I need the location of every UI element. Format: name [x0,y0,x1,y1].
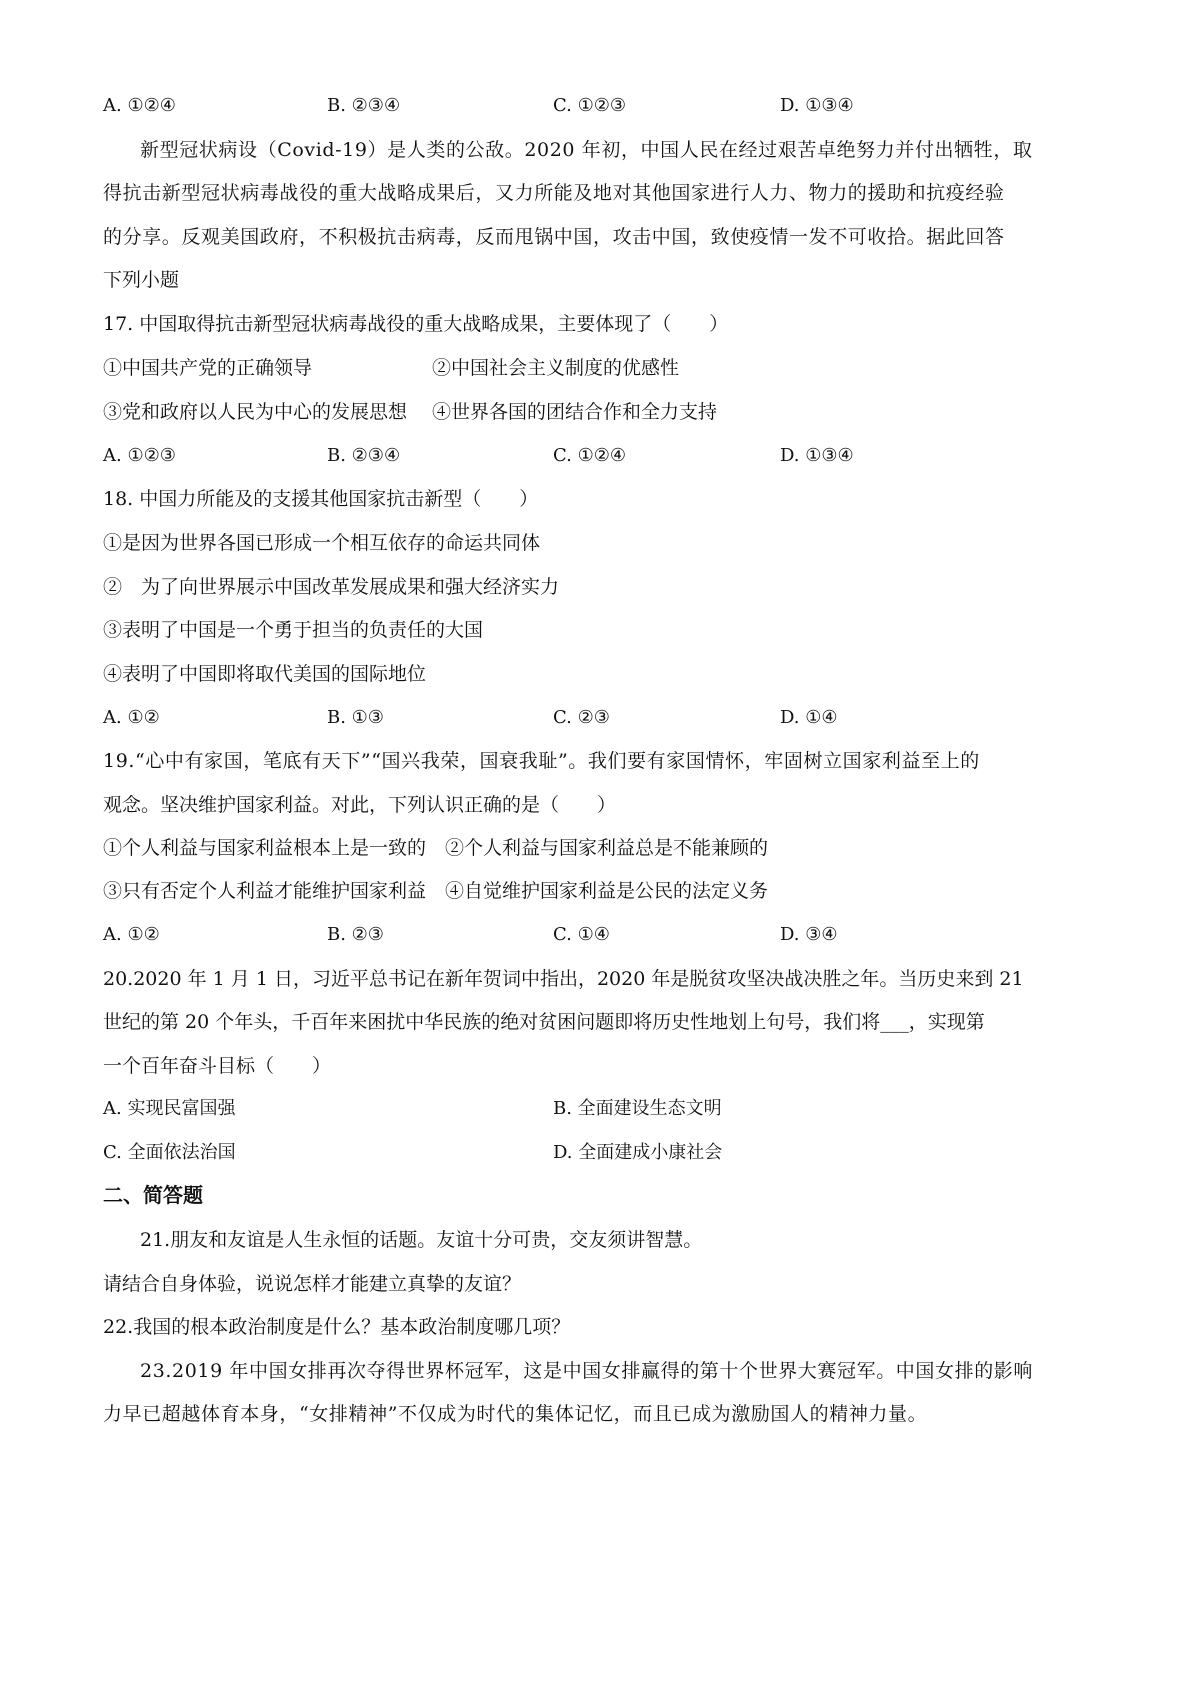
q20-stem: 20.2020 年 1 月 1 日，习近平总书记在新年贺词中指出，2020 年是脱贫攻坚决战决胜之年。当历史来到 21 [103,968,1024,990]
option-b: B. 全面建设生态文明 [553,1098,722,1119]
option-a: A. ①② [103,924,160,945]
option-d: D. ①④ [780,707,838,728]
q16-options [103,92,1023,120]
option-a: A. 实现民富国强 [103,1098,236,1119]
option-d: D. ①③④ [780,445,854,466]
section-heading: 二、简答题 [103,1183,203,1207]
option-b: B. ②③④ [327,445,401,466]
q18-options [103,704,1023,732]
q19-item: ③只有否定个人利益才能维护国家利益 ④自觉维护国家利益是公民的法定义务 [103,880,769,902]
option-d: D. ③④ [780,924,838,945]
option-c: C. 全面依法治国 [103,1142,236,1163]
q19-item: ①个人利益与国家利益根本上是一致的 ②个人利益与国家利益总是不能兼顾的 [103,837,769,859]
q17-stem: 17. 中国取得抗击新型冠状病毒战役的重大战略成果，主要体现了（ ） [103,313,729,335]
option-d: D. ①③④ [780,95,854,116]
option-c: C. ①②③ [553,95,626,116]
q20-stem: 一个百年奋斗目标（ ） [103,1055,332,1077]
option-c: C. ①④ [553,924,610,945]
q23-stem: 力早已超越体育本身，“女排精神”不仅成为时代的集体记忆，而且已成为激励国人的精神力量。 [103,1403,928,1425]
q18-item: ④表明了中国即将取代美国的国际地位 [103,663,427,685]
option-d: D. 全面建成小康社会 [553,1142,723,1163]
q20-options [103,1095,1023,1123]
option-a: A. ①②④ [103,95,176,116]
q23-stem: 23.2019 年中国女排再次夺得世界杯冠军，这是中国女排赢得的第十个世界大赛冠军。中国女排的影响 [140,1360,1034,1382]
option-b: B. ①③ [327,707,384,728]
q17-options [103,442,1023,470]
option-a: A. ①②③ [103,445,176,466]
passage-line: 新型冠状病设（Covid-19）是人类的公敌。2020 年初，中国人民在经过艰苦卓绝努力并付出牺牲，取 [140,139,1033,161]
passage-line: 下列小题 [103,269,180,291]
passage-line: 得抗击新型冠状病毒战役的重大战略成果后，又力所能及地对其他国家进行人力、物力的援助和抗疫经验 [103,182,1005,204]
q18-item: ③表明了中国是一个勇于担当的负责任的大国 [103,619,484,641]
passage-line: 的分享。反观美国政府，不积极抗击病毒，反而甩锅中国，攻击中国，致使疫情一发不可收拾。据此回答 [103,226,1005,248]
option-c: C. ①②④ [553,445,626,466]
q18-stem: 18. 中国力所能及的支援其他国家抗击新型（ ） [103,488,539,510]
q17-item: ②中国社会主义制度的优感性 [432,357,680,379]
option-b: B. ②③④ [327,95,401,116]
q18-item: ①是因为世界各国已形成一个相互依存的命运共同体 [103,532,541,554]
q17-item: ③党和政府以人民为中心的发展思想 [103,401,408,423]
q21-stem: 21.朋友和友谊是人生永恒的话题。友谊十分可贵，交友须讲智慧。 [140,1229,703,1251]
q22-stem: 22.我国的根本政治制度是什么？基本政治制度哪几项？ [103,1316,571,1338]
q17-item: ①中国共产党的正确领导 [103,357,313,379]
q19-stem: 观念。坚决维护国家利益。对此，下列认识正确的是（ ） [103,794,617,816]
q19-stem: 19.“心中有家国，笔底有天下”“国兴我荣，国衰我耻”。我们要有家国情怀，牢固树立国家利益至上的 [103,750,980,772]
option-c: C. ②③ [553,707,610,728]
q17-item: ④世界各国的团结合作和全力支持 [432,401,718,423]
q20-options [103,1139,1023,1167]
q20-stem: 世纪的第 20 个年头，千百年来困扰中华民族的绝对贫困问题即将历史性地划上句号，我们将___，实现第 [103,1011,985,1033]
option-b: B. ②③ [327,924,384,945]
q18-item: ② 为了向世界展示中国改革发展成果和强大经济实力 [103,576,560,598]
q21-stem: 请结合自身体验，说说怎样才能建立真挚的友谊？ [103,1273,522,1295]
option-a: A. ①② [103,707,160,728]
q19-options [103,921,1023,949]
